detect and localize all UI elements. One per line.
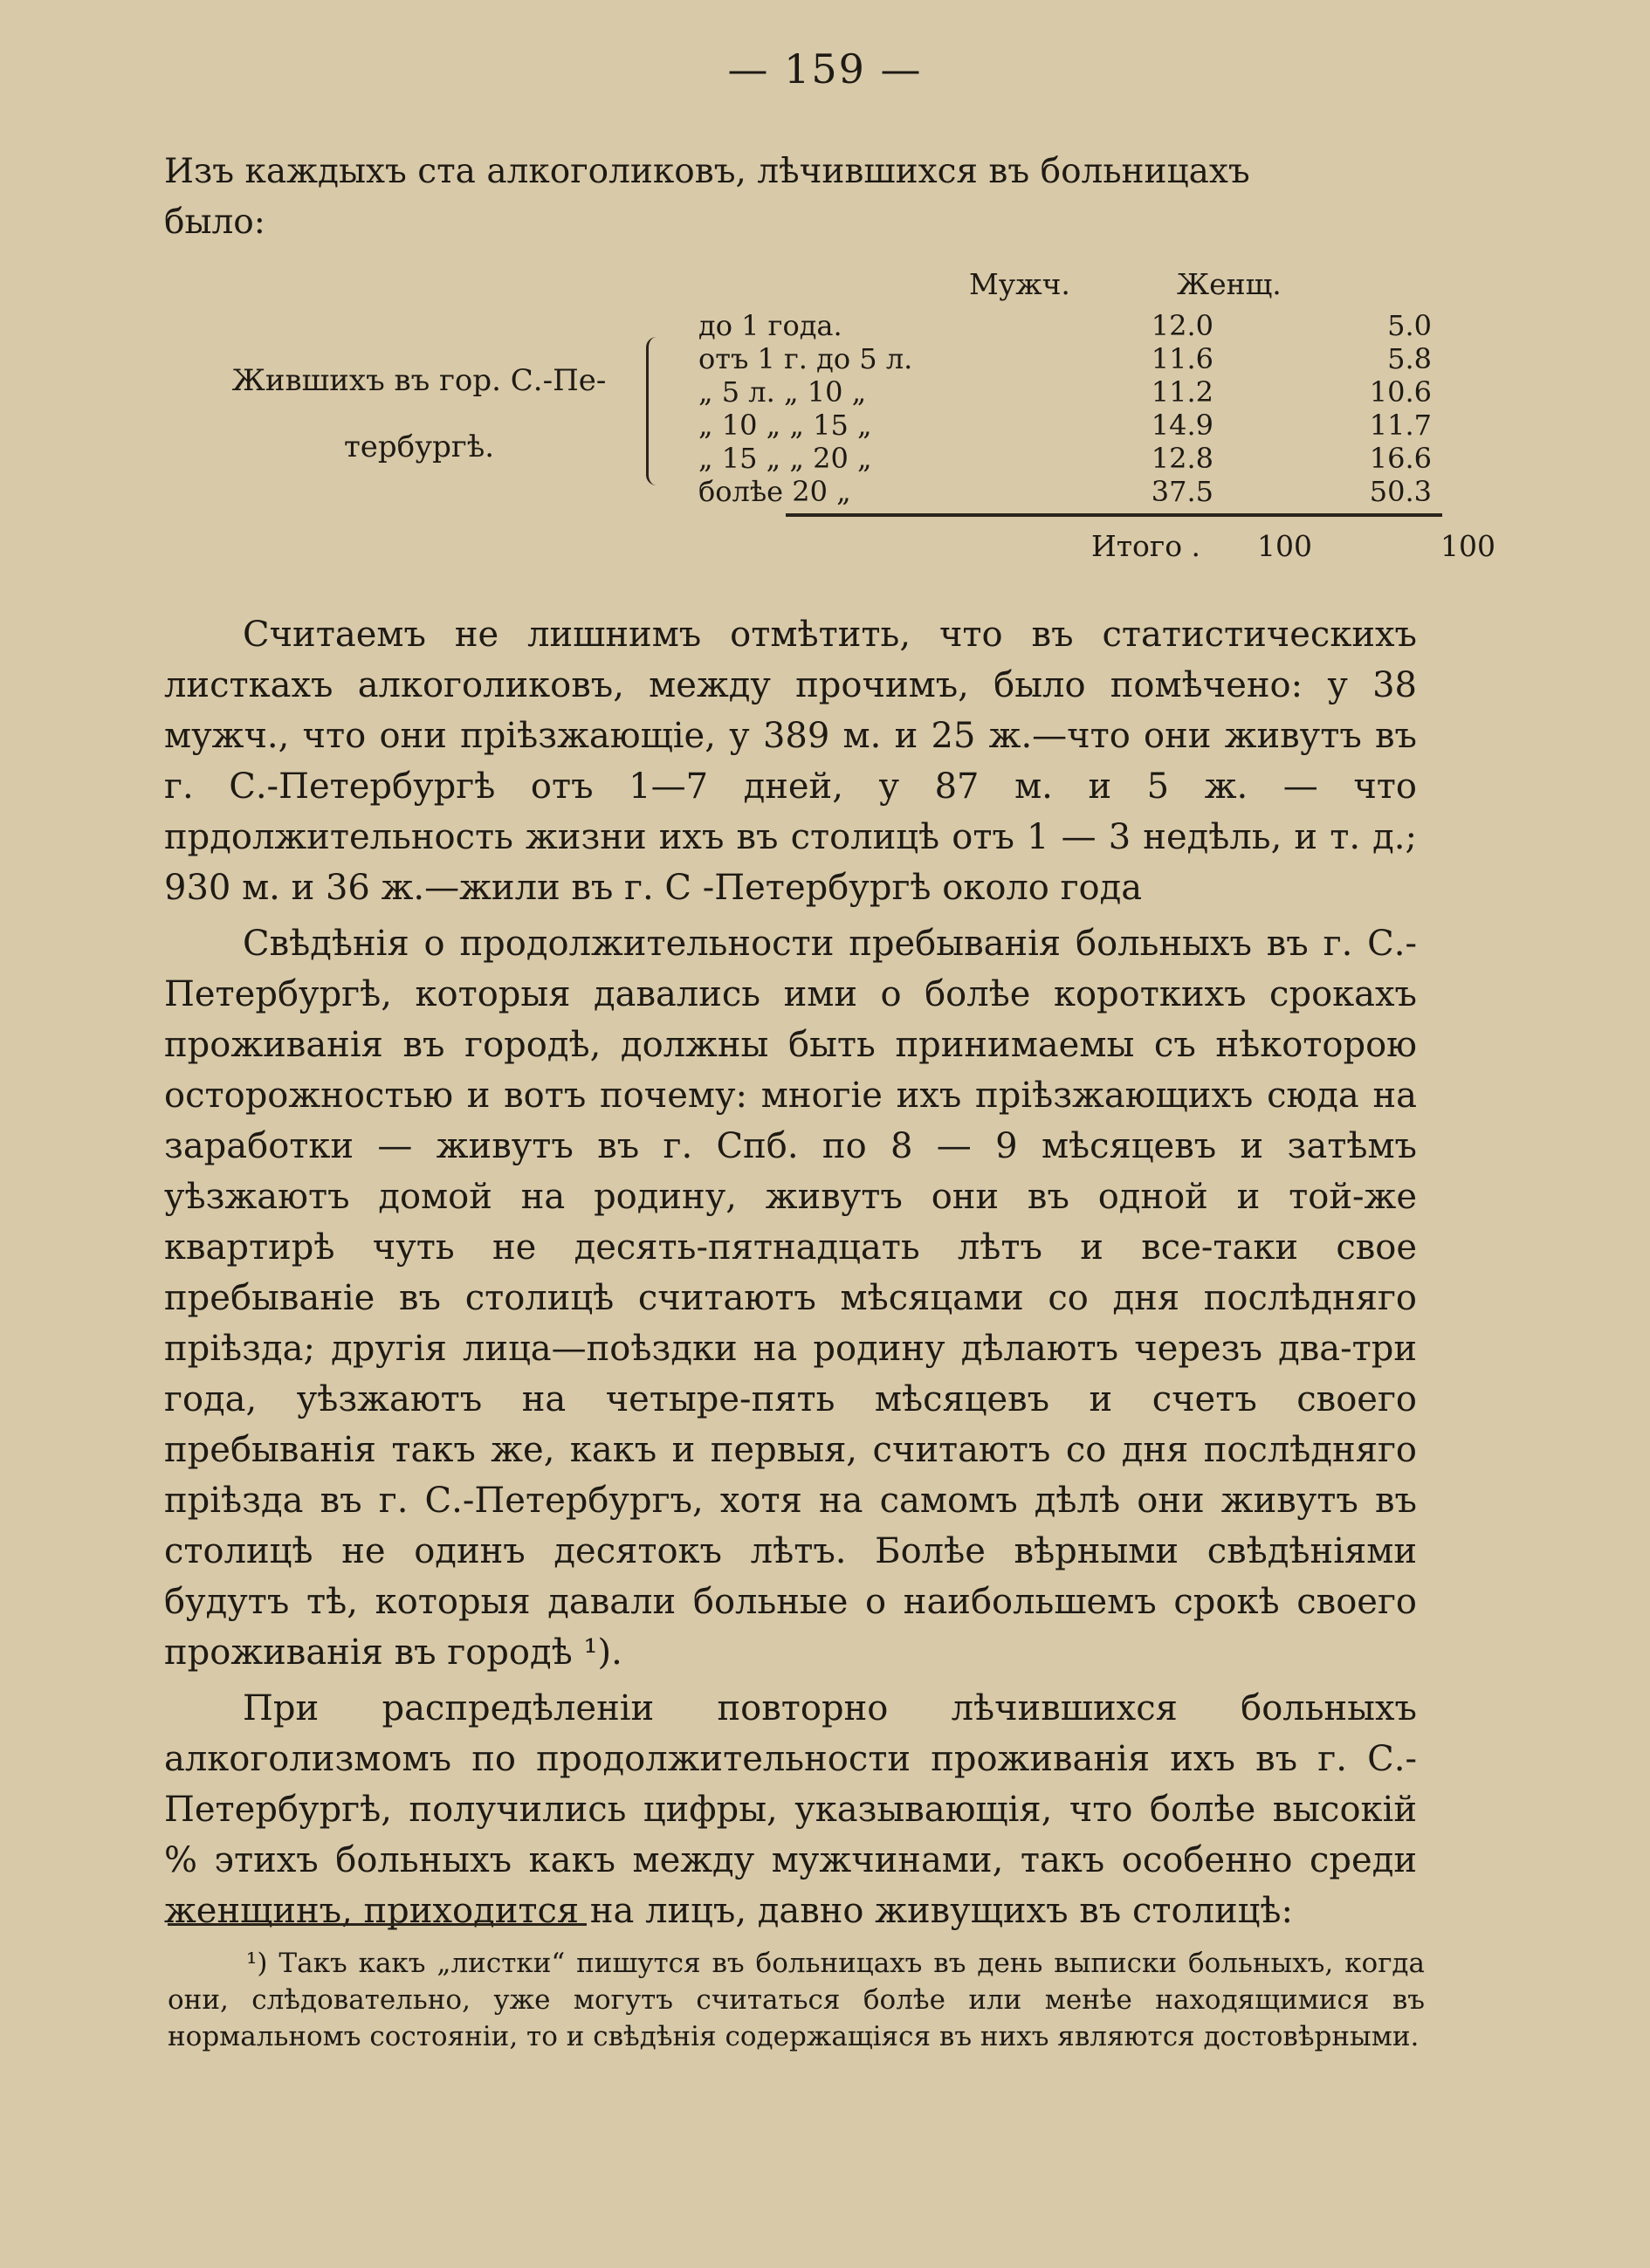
row-women: 10.6	[1369, 375, 1432, 409]
row-women: 5.8	[1387, 342, 1432, 375]
body-text	[164, 609, 1417, 1936]
intro-line-1: Изъ каждыхъ ста алкоголиковъ, лѣчившихся въ больницахъ	[164, 152, 1250, 191]
total-label: Итого .	[1091, 529, 1201, 563]
table-total-rule	[786, 513, 1442, 517]
row-women: 16.6	[1369, 442, 1432, 475]
header-men: Мужч.	[969, 267, 1070, 301]
row-men: 14.9	[1151, 409, 1213, 442]
table-row	[698, 342, 1484, 377]
row-label: „ 5 л. „ 10 „	[698, 375, 867, 409]
page-number: — 159 —	[727, 45, 923, 93]
row-women: 50.3	[1369, 475, 1432, 508]
row-label: „ 10 „ „ 15 „	[698, 409, 872, 442]
row-women: 11.7	[1369, 409, 1432, 442]
table-row	[698, 409, 1484, 443]
row-men: 11.6	[1151, 342, 1213, 375]
group-label-line-1: Жившихъ въ гор. С.-Пе-	[231, 363, 607, 398]
intro-text	[164, 147, 1414, 248]
row-men: 12.8	[1151, 442, 1213, 475]
row-label: отъ 1 г. до 5 л.	[698, 342, 913, 375]
footnote: ¹) Такъ какъ „листки“ пишутся въ больницахъ въ день выписки больныхъ, когда они, слѣдовательно, уже могутъ считаться болѣе или менѣе находящимися въ нормальномъ состояніи, то и свѣдѣнія содержащіяся въ нихъ являются достовѣрными.	[168, 1948, 1425, 2052]
brace	[646, 337, 670, 485]
table-row	[698, 442, 1484, 477]
paragraph: При распредѣленіи повторно лѣчившихся больныхъ алкоголизмомъ по продолжительности проживанія ихъ въ г. С.-Петербургѣ, получились цифры, указывающія, что болѣе высокій % этихъ больныхъ какъ между мужчинами, такъ особенно среди женщинъ, приходится на лицъ, давно живущихъ въ столицѣ:	[164, 1688, 1417, 1931]
group-label	[201, 347, 637, 480]
intro-line-2: было:	[164, 203, 265, 242]
header-women: Женщ.	[1177, 267, 1282, 301]
row-label: „ 15 „ „ 20 „	[698, 442, 872, 475]
group-label-line-2: тербургѣ.	[343, 430, 495, 464]
row-men: 12.0	[1151, 309, 1213, 342]
row-label: до 1 года.	[698, 309, 842, 342]
footnote-rule	[168, 1923, 587, 1926]
residence-table	[201, 267, 1495, 573]
row-men: 37.5	[1151, 475, 1213, 508]
table-row	[698, 475, 1484, 510]
paragraph: Считаемъ не лишнимъ отмѣтить, что въ статистическихъ листкахъ алкоголиковъ, между прочимъ, было помѣчено: у 38 мужч., что они пріѣзжающіе, у 389 м. и 25 ж.—что они живутъ въ г. С.-Петербургѣ отъ 1—7 дней, у 87 м. и 5 ж. — что прдолжительность жизни ихъ въ столицѣ отъ 1 — 3 недѣль, и т. д.; 930 м. и 36 ж.—жили въ г. С -Петербургѣ около года	[164, 615, 1417, 908]
row-label: болѣе 20 „	[698, 475, 851, 508]
paragraph: Свѣдѣнія о продолжительности пребыванія больныхъ въ г. С.-Петербургѣ, которыя давались ими о болѣе короткихъ срокахъ проживанія въ городѣ, должны быть принимаемы съ нѣкоторою осторожностью и вотъ почему: многіе ихъ пріѣзжающихъ сюда на заработки — живутъ въ г. Спб. по 8 — 9 мѣсяцевъ и затѣмъ уѣзжаютъ домой на родину, живутъ они въ одной и той-же квартирѣ чуть не десять-пятнадцать лѣтъ и все-таки свое пребываніе въ столицѣ считаютъ мѣсяцами со дня послѣдняго пріѣзда; другія лица—поѣздки на родину дѣлаютъ черезъ два-три года, уѣзжаютъ на четыре-пять мѣсяцевъ и счетъ своего пребыванія такъ же, какъ и первыя, считаютъ со дня послѣдняго пріѣзда въ г. С.-Петербургъ, хотя на самомъ дѣлѣ они живутъ въ столицѣ не одинъ десятокъ лѣтъ. Болѣе вѣрными свѣдѣніями будутъ тѣ, которыя давали больные о наибольшемъ срокѣ своего проживанія въ городѣ ¹).	[164, 924, 1417, 1673]
total-women: 100	[1440, 529, 1495, 563]
table-row	[698, 309, 1484, 344]
row-women: 5.0	[1387, 309, 1432, 342]
table-row	[698, 375, 1484, 410]
row-men: 11.2	[1151, 375, 1213, 409]
total-men: 100	[1257, 529, 1312, 563]
